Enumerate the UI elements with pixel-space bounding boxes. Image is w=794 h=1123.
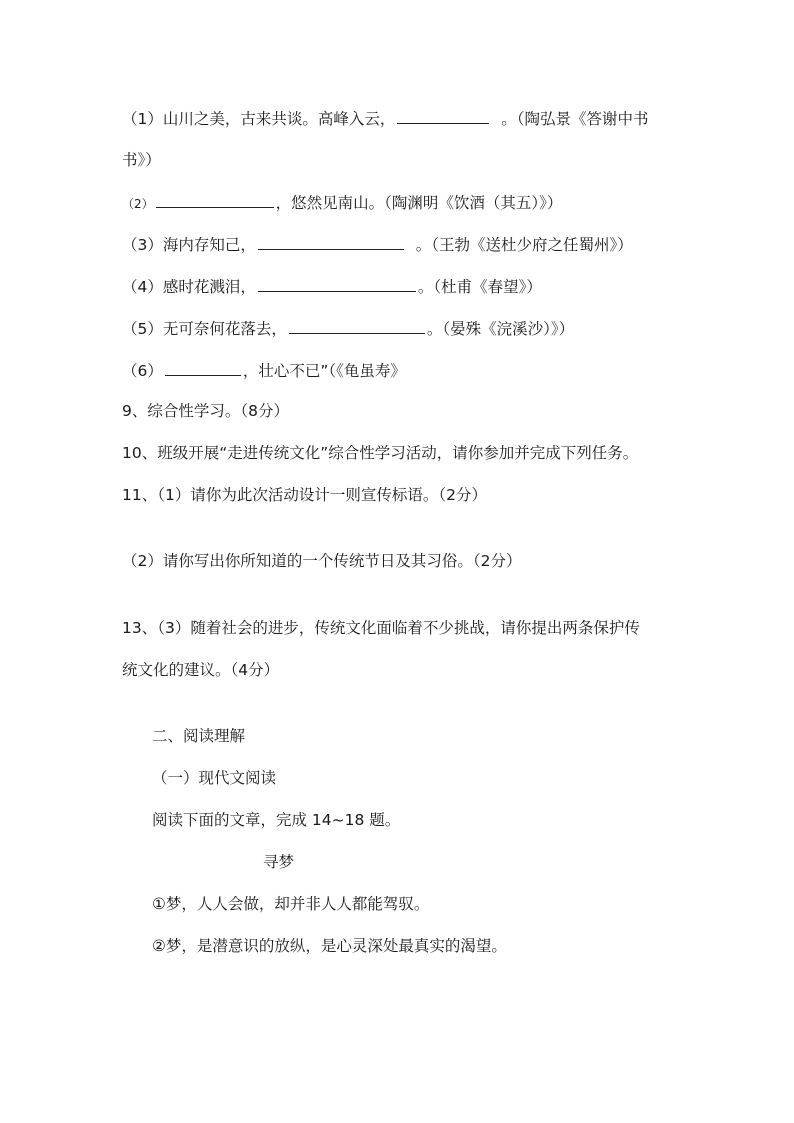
question-9: 9、综合性学习。（8分） [122, 402, 289, 420]
answer-blank-1[interactable] [397, 108, 489, 124]
article-title: 寻梦 [263, 853, 295, 871]
poem-question-6 [122, 360, 406, 381]
reading-instruction: 阅读下面的文章，完成 14~18 题。 [152, 811, 401, 829]
poem-question-5 [122, 318, 574, 339]
poem-question-1-continued: 书》） [122, 151, 161, 169]
poem-q5-prefix: （5）无可奈何花落去， [122, 320, 287, 338]
question-11: 11、（1）请你为此次活动设计一则宣传标语。（2分） [122, 486, 487, 504]
poem-question-4 [122, 276, 542, 297]
poem-q4-suffix: 。（杜甫《春望》） [417, 278, 542, 296]
poem-q1-suffix: 。（陶弘景《答谢中书 [501, 110, 649, 128]
section-heading: 二、阅读理解 [152, 727, 246, 745]
paragraph-2: ②梦，是潜意识的放纵，是心灵深处最真实的渴望。 [152, 937, 507, 955]
question-13-line-2: 统文化的建议。（4分） [122, 661, 280, 679]
answer-blank-2[interactable] [156, 192, 274, 208]
poem-q1-prefix: （1）山川之美，古来共谈。高峰入云， [122, 110, 396, 128]
question-10: 10、班级开展“走进传统文化”综合性学习活动，请你参加并完成下列任务。 [122, 444, 639, 462]
question-13-line-1: 13、（3）随着社会的进步，传统文化面临着不少挑战，请你提出两条保护传 [122, 619, 640, 637]
answer-blank-4[interactable] [258, 276, 416, 292]
question-12: （2）请你写出你所知道的一个传统节日及其习俗。（2分） [122, 552, 522, 570]
poem-q6-suffix: ，壮心不已”（《龟虽寿》 [242, 362, 406, 380]
subsection-heading: （一）现代文阅读 [152, 769, 277, 787]
poem-q4-prefix: （4）感时花溅泪， [122, 278, 256, 296]
answer-blank-6[interactable] [165, 360, 241, 376]
poem-q5-suffix: 。（晏殊《浣溪沙）》） [426, 320, 575, 338]
poem-q2-suffix: ，悠然见南山。（陶渊明《饮酒（其五）》） [275, 194, 563, 212]
poem-q3-suffix: 。（王勃《送杜少府之任蜀州》） [415, 236, 633, 254]
paragraph-1: ①梦，人人会做，却并非人人都能驾驭。 [152, 895, 430, 913]
answer-blank-5[interactable] [289, 318, 425, 334]
poem-q3-prefix: （3）海内存知己， [122, 236, 256, 254]
answer-blank-3[interactable] [258, 234, 404, 250]
poem-question-3 [122, 234, 633, 255]
poem-question-1 [122, 108, 649, 129]
poem-question-2 [122, 192, 562, 214]
poem-q2-number: （2） [122, 197, 154, 211]
poem-q6-prefix: （6） [122, 362, 163, 380]
